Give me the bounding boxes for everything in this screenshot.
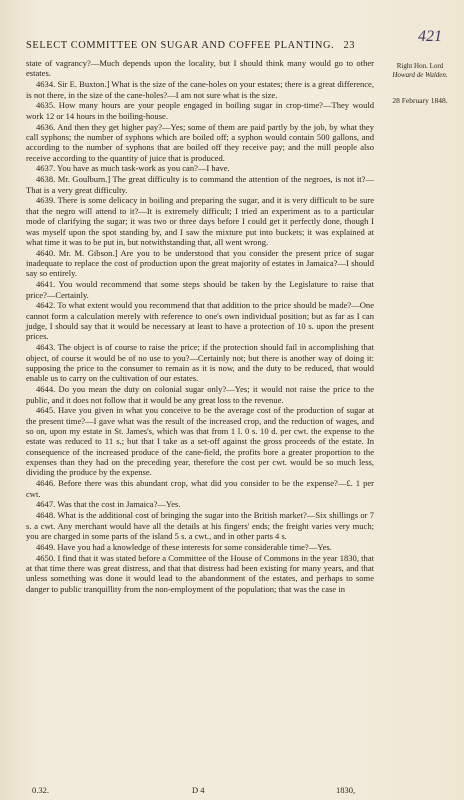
- witness-name-line1: Right Hon. Lord: [396, 62, 444, 70]
- paragraph: 4644. Do you mean the duty on colonial sugar only?—Yes; it would not raise the price to the public, and it does not follow that it would be any great loss to the revenue.: [26, 384, 374, 405]
- paragraph: 4649. Have you had a knowledge of these interests for some considerable time?—Yes.: [36, 541, 332, 552]
- date-margin-note: 28 February 1848.: [392, 96, 448, 105]
- paragraph: 4646. Before there was this abundant crop, what did you consider to be the expense?—£. 1 per cwt.: [26, 478, 374, 499]
- paragraph: state of vagrancy?—Much depends upon the locality, but I should think many would go to other estates.: [26, 58, 374, 79]
- folio-number: 421: [418, 28, 442, 45]
- witness-margin-note: [380, 62, 460, 80]
- paragraph: 4635. How many hours are your people engaged in boiling sugar in crop-time?—They would work 12 or 14 hours in the boiling-house.: [26, 100, 374, 121]
- paragraph: 4647. Was that the cost in Jamaica?—Yes.: [36, 499, 181, 510]
- paragraph: 4642. To what extent would you recommend that that addition to the price should be made?—One cannot form a calculation merely with reference to one's own individual position; but as far as I can judge, I should say that it would be necessary at least to have a protection of 10 s. upon the present prices.: [26, 300, 374, 342]
- running-header: [26, 40, 386, 51]
- paragraph: 4645. Have you given in what you conceive to be the average cost of the production of sugar at the present time?—I gave what was the result of the increased crop, and the reduction of wages, and so on, upon my estate in St. James's, which was that from 1 l. 0 s. 10 d. per cwt. the expense to the estate was reduced to 11 s.; but that I take as a set-off against the gross proceeds of the estate. In consequence of the increased produce of the cane-field, the profits bore a greater proportion to the expenses than they had on the preceding year, therefore the cost per cwt. would be so much less, dividing the produce by the expense.: [26, 405, 374, 478]
- paragraph: 4634. Sir E. Buxton.] What is the size of the cane-holes on your estates; there is a great difference, is not there, in the size of the cane-holes?—I am not sure what is the size.: [26, 79, 374, 100]
- paragraph: 4641. You would recommend that some steps should be taken by the Legislature to raise that price?—Certainly.: [26, 279, 374, 300]
- paragraph: 4637. You have as much task-work as you can?—I have.: [36, 163, 230, 174]
- paragraph: 4650. I find that it was stated before a Committee of the House of Commons in the year 1830, that at that time there was great distress, and that that distress had been existing for many years, and that unless something was done it would lead to the abandonment of the estates, and perhaps to some danger to public tranquillity from the non-employment of the population; that was the case in: [26, 552, 374, 594]
- paragraph: 4648. What is the additional cost of bringing the sugar into the British market?—Six shillings or 7 s. a cwt. Any merchant would have all the details at his fingers' ends; the freight varies very much; you are charged in some parts of the island 5 s. a cwt., and in other parts 4 s.: [26, 510, 374, 541]
- catchword: 1830,: [336, 785, 356, 795]
- paragraph: 4643. The object is of course to raise the price; if the protection should fail in accomplishing that object, of course it would be of no use to you?—Certainly not; but there is another way of doing it: supposing the price to the consumer to remain as it is now, and the duty to be reduced, that would enable us to carry on the cultivation of our estates.: [26, 342, 374, 384]
- paragraph: 4636. And then they get higher pay?—Yes; some of them are paid partly by the job, by what they call syphons; the number of syphons which are boiled off; a syphon would contain 500 gallons, and according to the number of syphons that are boiled off they receive pay; and the mill people also receive according to the quantity of juice that is produced.: [26, 121, 374, 163]
- paragraph: 4638. Mr. Goulburn.] The great difficulty is to command the attention of the negroes, is not it?—That is a very great difficulty.: [26, 174, 374, 195]
- header-title: SELECT COMMITTEE ON SUGAR AND COFFEE PLANTING.: [26, 40, 335, 51]
- testimony-text: [26, 58, 374, 594]
- paragraph: 4639. There is some delicacy in boiling and preparing the sugar, and it is very difficult to be sure that the negro will attend to it?—It is extremely difficult; I tried an experiment as to a particular mode of clarifying the sugar; it was two or three days before I could get it perfectly done, though I was myself upon the spot standing by, and I saw the mixture put into buckets; it was explained at what time it was to be put in, but notwithstanding that, all went wrong.: [26, 195, 374, 247]
- signature-mark: D 4: [192, 785, 205, 795]
- witness-name-line2: Howard de Walden.: [392, 71, 448, 79]
- footer-left: 0.32.: [32, 785, 49, 795]
- page-number: 23: [343, 40, 356, 51]
- paragraph: 4640. Mr. M. Gibson.] Are you to be understood that you consider the present price of sugar inadequate to replace the cost of production upon the great majority of estates in Jamaica?—I should say so entirely.: [26, 247, 374, 279]
